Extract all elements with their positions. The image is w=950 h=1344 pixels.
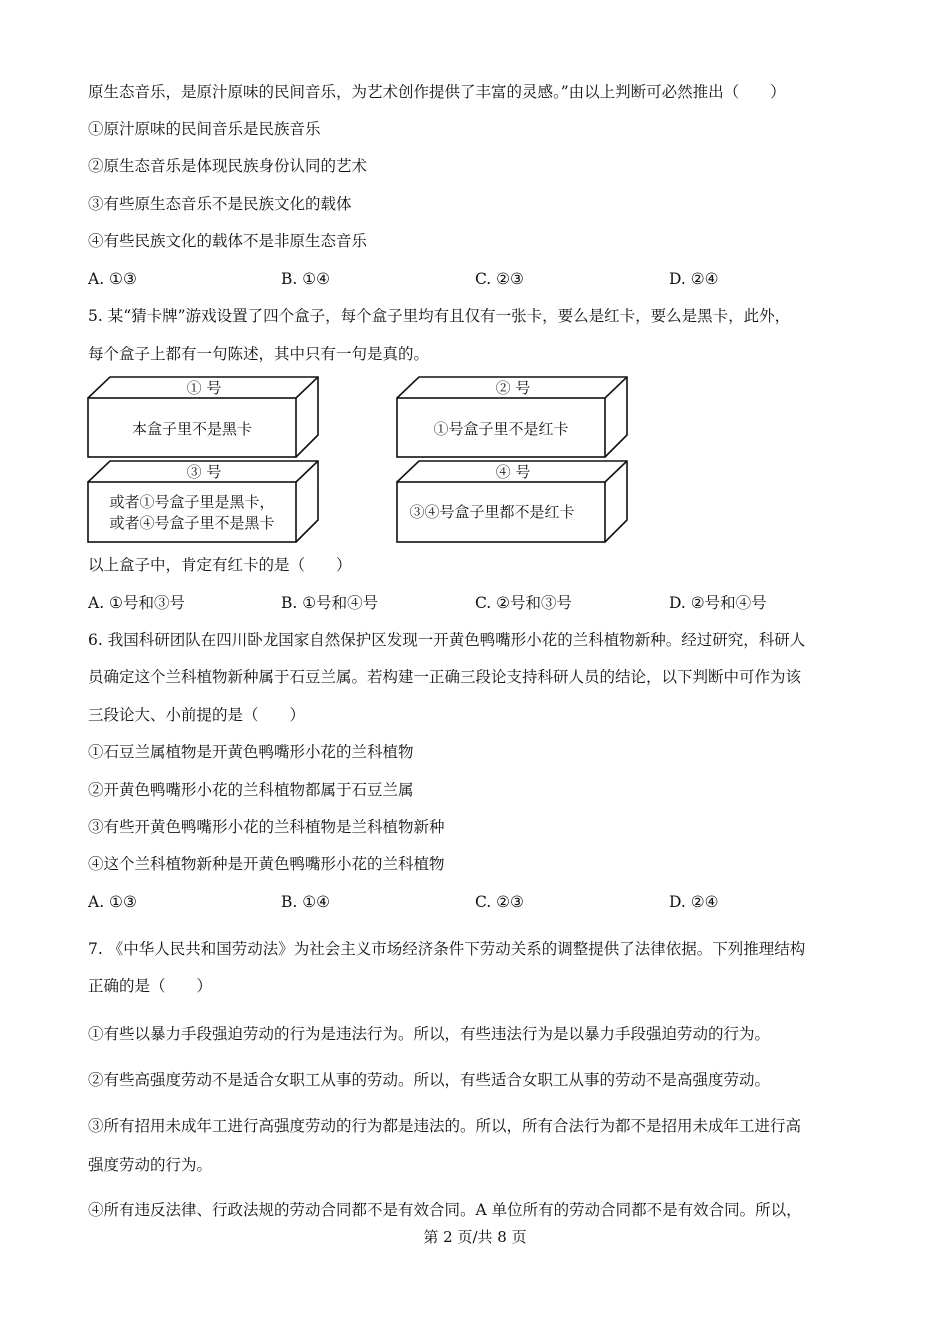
box-1-label: ① 号 <box>186 379 222 397</box>
q4-item-3: ③有些原生态音乐不是民族文化的载体 <box>88 195 352 213</box>
q7-item-4: ④所有违反法律、行政法规的劳动合同都不是有效合同。A 单位所有的劳动合同都不是有效合同。所以， <box>88 1201 802 1219</box>
q5-question: 以上盒子中，肯定有红卡的是（ ） <box>88 556 352 574</box>
q7-item-3-line-2: 强度劳动的行为。 <box>88 1156 213 1174</box>
page-footer: 第 2 页/共 8 页 <box>423 1228 527 1246</box>
box-2-statement: ①号盒子里不是红卡 <box>433 420 569 438</box>
q6-stem-line-2: 员确定这个兰科植物新种属于石豆兰属。若构建一正确三段论支持科研人员的结论，以下判断中可作为该 <box>88 668 802 686</box>
q7-item-2: ②有些高强度劳动不是适合女职工从事的劳动。所以，有些适合女职工从事的劳动不是高强度劳动。 <box>88 1071 771 1089</box>
box-2-label: ② 号 <box>495 379 531 397</box>
q6-option-d[interactable]: D. ②④ <box>669 893 719 911</box>
q6-stem-line-3: 三段论大、小前提的是（ ） <box>88 706 306 724</box>
q6-item-2: ②开黄色鸭嘴形小花的兰科植物都属于石豆兰属 <box>88 781 414 799</box>
q4-item-4: ④有些民族文化的载体不是非原生态音乐 <box>88 232 368 250</box>
q6-stem-line-1: 6. 我国科研团队在四川卧龙国家自然保护区发现一开黄色鸭嘴形小花的兰科植物新种。经过研究，科研人 <box>88 631 806 649</box>
q5-box-figure <box>80 372 640 548</box>
box-3-statement-line-1: 或者①号盒子里是黑卡， <box>109 493 275 511</box>
q4-option-b[interactable]: B. ①④ <box>281 270 331 288</box>
q5-stem-line-2: 每个盒子上都有一句陈述，其中只有一句是真的。 <box>88 345 430 363</box>
q6-option-c[interactable]: C. ②③ <box>475 893 524 911</box>
box-4-statement: ③④号盒子里都不是红卡 <box>409 503 575 521</box>
box-3-label: ③ 号 <box>186 463 222 481</box>
q4-option-c[interactable]: C. ②③ <box>475 270 524 288</box>
q4-option-d[interactable]: D. ②④ <box>669 270 719 288</box>
q4-continuation-line: 原生态音乐，是原汁原味的民间音乐，为艺术创作提供了丰富的灵感。”由以上判断可必然推出（ ） <box>88 83 786 101</box>
q6-option-b[interactable]: B. ①④ <box>281 893 331 911</box>
q7-item-1: ①有些以暴力手段强迫劳动的行为是违法行为。所以，有些违法行为是以暴力手段强迫劳动的行为。 <box>88 1025 771 1043</box>
q5-option-d[interactable]: D. ②号和④号 <box>669 594 767 612</box>
q5-option-c[interactable]: C. ②号和③号 <box>475 594 573 612</box>
q6-option-a[interactable]: A. ①③ <box>88 893 137 911</box>
q6-item-3: ③有些开黄色鸭嘴形小花的兰科植物是兰科植物新种 <box>88 818 445 836</box>
q4-item-2: ②原生态音乐是体现民族身份认同的艺术 <box>88 157 368 175</box>
q6-item-4: ④这个兰科植物新种是开黄色鸭嘴形小花的兰科植物 <box>88 855 445 873</box>
box-1-statement: 本盒子里不是黑卡 <box>131 420 253 438</box>
q5-stem-line-1: 5. 某“猜卡牌”游戏设置了四个盒子，每个盒子里均有且仅有一张卡，要么是红卡，要么是黑卡，此外， <box>88 307 791 325</box>
q7-stem-line-1: 7. 《中华人民共和国劳动法》为社会主义市场经济条件下劳动关系的调整提供了法律依据。下列推理结构 <box>88 940 806 958</box>
q7-stem-line-2: 正确的是（ ） <box>88 977 213 995</box>
q5-option-b[interactable]: B. ①号和④号 <box>281 594 379 612</box>
q4-item-1: ①原汁原味的民间音乐是民族音乐 <box>88 120 321 138</box>
q7-item-3-line-1: ③所有招用未成年工进行高强度劳动的行为都是违法的。所以，所有合法行为都不是招用未成年工进行高 <box>88 1117 802 1135</box>
q5-option-a[interactable]: A. ①号和③号 <box>88 594 185 612</box>
box-3-statement-line-2: 或者④号盒子里不是黑卡 <box>109 514 275 532</box>
q4-option-a[interactable]: A. ①③ <box>88 270 137 288</box>
q6-item-1: ①石豆兰属植物是开黄色鸭嘴形小花的兰科植物 <box>88 743 414 761</box>
box-4-label: ④ 号 <box>495 463 531 481</box>
